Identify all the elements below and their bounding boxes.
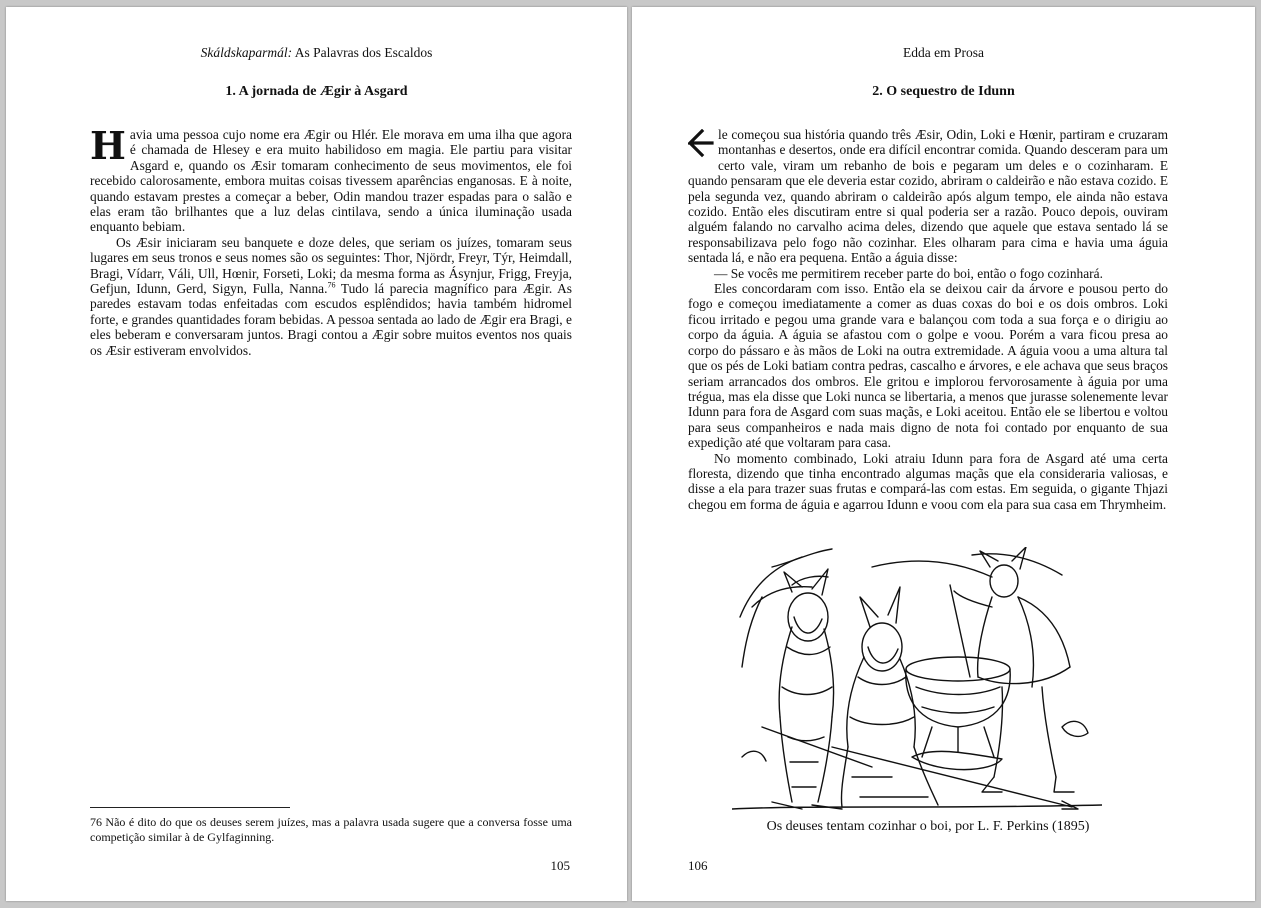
paragraph-text: Tudo lá parecia magnífico para Ægir. As paredes estavam todas enfeitadas com escudos esplêndidos; havia também hidromel forte, e grandes quantidades foram bebidas. A pessoa sentada ao lado de Ægir era Bragi, e eles beberam e conversaram juntos. Bragi contou a Ægir sobre muitos eventos nos quais os Æsir estiveram envolvidos. [90,281,572,358]
page-number: 106 [688,858,708,873]
chapter-title: 1. A jornada de Ægir à Asgard [225,84,408,99]
body-text [688,127,1168,512]
footnote-divider [90,807,290,808]
footnote-ref[interactable]: 76 [327,280,336,290]
paragraph-text: No momento combinado, Loki atraiu Idunn para fora de Asgard até uma certa floresta, dizendo que tinha encontrado algumas maçãs que ela consideraria valiosas, e disse a ela para trazer suas frutas e compará-las com estas. Em seguida, o gigante Thjazi chegou em forma de águia e agarrou Idunn e voou com ela para sua casa em Thrymheim. [688,450,1168,512]
paragraph [688,266,1168,281]
footnote: 76 Não é dito do que os deuses serem juízes, mas a palavra usada sugere que a conversa fosse uma competição similar à de Gylfaginning. [90,815,572,844]
running-head-italic: Skáldskaparmál: [200,45,293,60]
illustration [732,547,1102,815]
paragraph-text: le começou sua história quando três Æsir, Odin, Loki e Hœnir, partiram e cruzaram montanhas e desertos, onde era difícil encontrar comida. Quando desceram para um certo vale, viram um rebanho de bois e pegaram um deles e o cozinharam. E quando pensaram que ele deveria estar cozido, abriram o caldeirão e não estava cozido. E pela segunda vez, quando abriram o caldeirão após algum tempo, ele ainda não estava cozido. Então eles discutiram entre si qual poderia ser a razão. Pouco depois, ouviram alguém falando no carvalho acima deles, dizendo que aquele que estava sentado lá se responsabilizava pelo fogo não cozinhar. Eles olharam para cima e havia uma águia sentada lá, e não era pequena. Então a águia disse: [688,127,1168,266]
body-text [90,123,572,358]
running-head [6,45,627,61]
paragraph-text: Os Æsir iniciaram seu banquete e doze deles, que seriam os juízes, tomaram seus lugares em seus tronos e seus nomes são os seguintes: Thor, Njördr, Freyr, Týr, Heimdall, Bragi, Vídarr, Váli, Ull, Hœnir, Forseti, Loki; da mesma forma as Ásynjur, Frigg, Freyja, Gefjun, Idunn, Gerd, Sigyn, Fulla, Nanna. [90,234,572,297]
running-head: Edda em Prosa [903,45,984,60]
paragraph-text: avia uma pessoa cujo nome era Ægir ou Hlér. Ele morava em uma ilha que agora é chamada de Hlesey e era muito habilidoso em magia. Ele partiu para visitar Asgard e, quando os Æsir tomaram conhecimento de seus movimentos, ele foi recebido calorosamente, embora muitas coisas tivessem aparências enganosas. E à noite, quando estavam prestes a começar a beber, Odin mandou trazer espadas para o salão e elas eram tão brilhantes que a luz delas cintilava, sendo a única iluminação usada enquanto bebiam. [90,127,572,235]
chapter-title: 2. O sequestro de Idunn [872,84,1015,99]
rune-dropcap-icon [688,129,714,159]
paragraph [688,451,1168,513]
illustration-drawing [732,547,1102,815]
page-number: 105 [550,858,570,873]
paragraph [90,235,572,358]
left-page [6,7,627,901]
running-head-rest: As Palavras dos Escaldos [292,45,433,60]
drop-cap: H [90,123,126,168]
paragraph-text: Eles concordaram com isso. Então ela se deixou cair da árvore e pousou perto do fogo e começou imediatamente a comer as duas coxas do boi e os dois ombros. Loki ficou irritado e pegou uma grande vara e balançou com toda a sua força e o dirigiu ao corpo da águia. A águia se afastou com o golpe e voou. Porém a vara ficou presa ao corpo do pássaro e às mãos de Loki na outra extremidade. A águia voou a uma altura tal que os pés de Loki batiam contra pedras, cascalho e árvores, e ele achava que seus braços seriam arrancados dos ombros. Ele gritou e implorou fervorosamente à águia por uma trégua, mas ela disse que Loki nunca se libertaria, a menos que jurasse solenemente levar Idunn para fora de Asgard com suas maçãs, e Loki aceitou. Então ele se libertou e voltou para seus companheiros e nada mais digno de nota foi contado por enquanto de sua expedição até que voltaram para casa. [688,281,1168,451]
paragraph [688,281,1168,450]
paragraph-text: — Se vocês me permitirem receber parte do boi, então o fogo cozinhará. [714,265,1103,281]
paragraph [90,123,572,235]
figure-caption: Os deuses tentam cozinhar o boi, por L. F. Perkins (1895) [766,819,1090,834]
right-page [632,7,1255,901]
paragraph [688,127,1168,266]
